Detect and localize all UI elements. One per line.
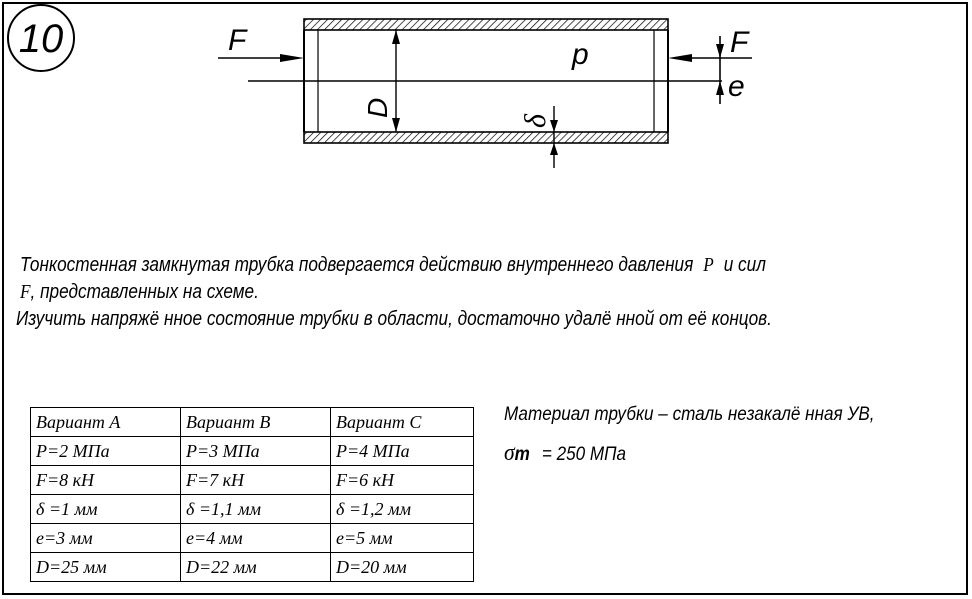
- table-cell: F=7 кН: [181, 466, 331, 495]
- eccentricity-label: e: [728, 70, 745, 103]
- material-line-2: [504, 440, 626, 467]
- table-row: [31, 524, 474, 553]
- table-row: [31, 495, 474, 524]
- table-cell: e=5 мм: [331, 524, 474, 553]
- table-header-cell: Вариант A: [31, 408, 181, 437]
- table-header-cell: Вариант C: [331, 408, 474, 437]
- force-label-left: F: [228, 24, 247, 57]
- diameter-arrowhead-top: [392, 30, 400, 44]
- table-cell: e=4 мм: [181, 524, 331, 553]
- force-arrowhead-left: [280, 54, 304, 62]
- table-cell: D=20 мм: [331, 553, 474, 582]
- tube-wall-bottom: [304, 132, 668, 143]
- statement-text: Изучить напряжё нное состояние трубки в области, достаточно удалё нной от её концов.: [16, 308, 772, 330]
- eccentricity-arrowhead-bottom: [716, 81, 724, 95]
- sigma-subscript: m: [514, 444, 530, 465]
- table-cell: D=25 мм: [31, 553, 181, 582]
- table-cell: P=3 МПа: [181, 437, 331, 466]
- material-line-1: Материал трубки – сталь незакалё нная УВ,: [504, 404, 875, 425]
- diameter-arrowhead-bottom: [392, 118, 400, 132]
- statement-line-3: [16, 308, 772, 331]
- statement-text: Тонкостенная замкнутая трубка подвергается действию внутреннего давления: [20, 254, 694, 276]
- sigma-symbol: σ: [504, 440, 515, 466]
- problem-number: 10: [18, 17, 64, 61]
- eccentricity-arrowhead-top: [716, 44, 724, 58]
- table-cell: P=4 МПа: [331, 437, 474, 466]
- pressure-label: p: [572, 38, 589, 71]
- table-cell: δ =1,2 мм: [331, 495, 474, 524]
- statement-text: и сил: [723, 254, 766, 276]
- table-header-row: [31, 408, 474, 437]
- table-row: [31, 437, 474, 466]
- force-label-right: F: [730, 26, 749, 59]
- force-symbol: F: [20, 281, 31, 303]
- statement-text: , представленных на схеме.: [30, 281, 259, 303]
- thickness-arrowhead-bottom: [550, 143, 558, 155]
- table-cell: δ =1,1 мм: [181, 495, 331, 524]
- variants-table: [30, 407, 474, 582]
- force-arrowhead-right: [668, 54, 692, 62]
- table-row: [31, 553, 474, 582]
- table-cell: F=6 кН: [331, 466, 474, 495]
- table-row: [31, 466, 474, 495]
- yield-stress-value: = 250 МПа: [541, 444, 626, 465]
- thickness-label: δ: [519, 114, 552, 128]
- table-cell: F=8 кН: [31, 466, 181, 495]
- statement-line-2: [20, 281, 259, 304]
- table-cell: δ =1 мм: [31, 495, 181, 524]
- table-cell: e=3 мм: [31, 524, 181, 553]
- table-header-cell: Вариант B: [181, 408, 331, 437]
- statement-line-1: [20, 254, 766, 277]
- tube-wall-top: [304, 19, 668, 30]
- table-cell: P=2 МПа: [31, 437, 181, 466]
- diameter-label: D: [362, 97, 393, 118]
- pressure-symbol: P: [703, 254, 714, 276]
- table-cell: D=22 мм: [181, 553, 331, 582]
